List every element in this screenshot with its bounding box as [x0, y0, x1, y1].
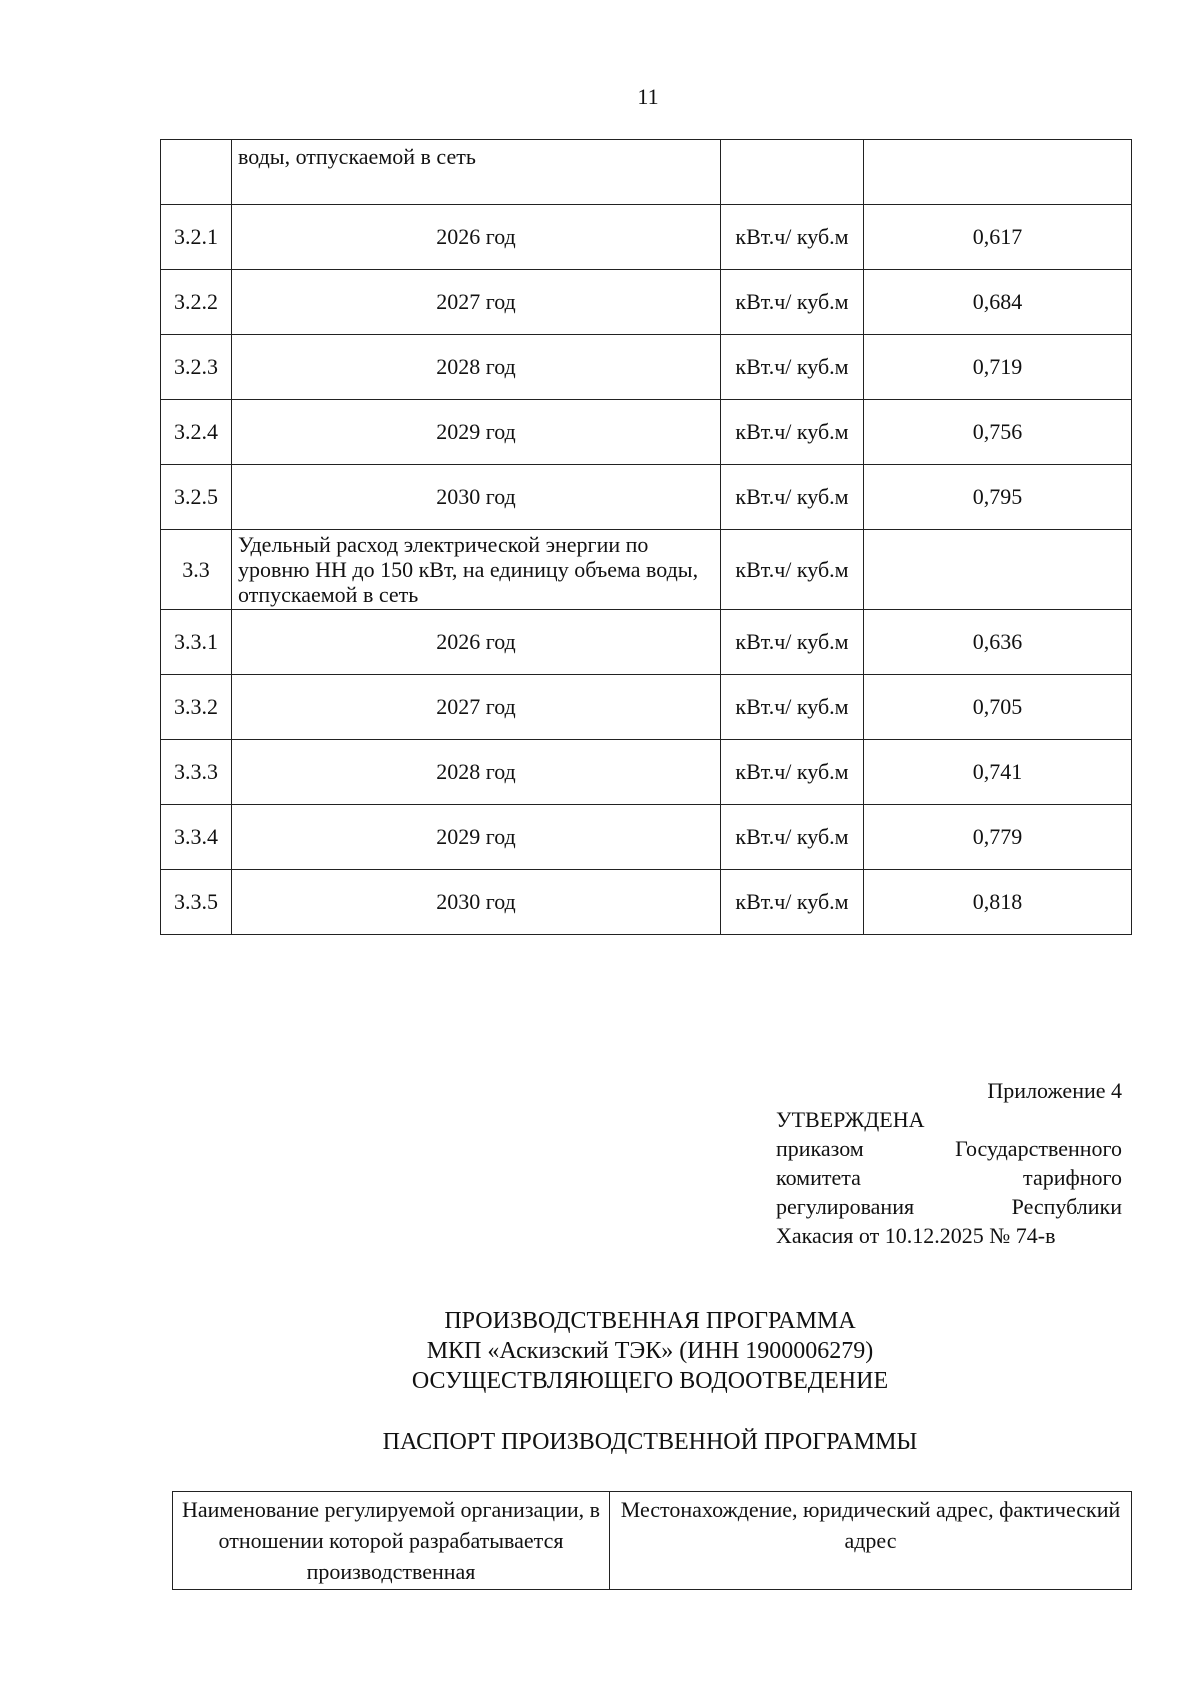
table-row: [161, 140, 1132, 205]
row-number: 3.3: [161, 530, 232, 610]
row-unit: кВт.ч/ куб.м: [721, 205, 864, 270]
appendix-label: Приложение 4: [987, 1078, 1122, 1103]
row-text: 2028 год: [232, 740, 721, 805]
row-text: 2026 год: [232, 610, 721, 675]
row-text: воды, отпускаемой в сеть: [232, 140, 721, 205]
row-unit: кВт.ч/ куб.м: [721, 465, 864, 530]
row-value: 0,756: [864, 400, 1132, 465]
row-number: 3.3.2: [161, 675, 232, 740]
table-row: [161, 400, 1132, 465]
row-unit: кВт.ч/ куб.м: [721, 610, 864, 675]
table-row: [161, 465, 1132, 530]
row-value: 0,617: [864, 205, 1132, 270]
table-row: [161, 270, 1132, 335]
row-value: 0,719: [864, 335, 1132, 400]
table-row: [173, 1492, 1132, 1590]
table-row: [161, 740, 1132, 805]
row-number: 3.3.5: [161, 870, 232, 935]
row-text: 2030 год: [232, 465, 721, 530]
row-number: 3.3.3: [161, 740, 232, 805]
page-number: 11: [637, 84, 659, 109]
title-line: ПРОИЗВОДСТВЕННАЯ ПРОГРАММА: [444, 1308, 856, 1334]
row-value: 0,741: [864, 740, 1132, 805]
row-unit: кВт.ч/ куб.м: [721, 530, 864, 610]
row-text: 2026 год: [232, 205, 721, 270]
row-text: 2030 год: [232, 870, 721, 935]
table-row: [161, 870, 1132, 935]
appendix-line: Хакасия от 10.12.2025 № 74-в: [776, 1223, 1056, 1248]
row-value: [864, 140, 1132, 205]
row-number: 3.2.3: [161, 335, 232, 400]
approved-label: УТВЕРЖДЕНА: [776, 1107, 925, 1132]
appendix-block: [776, 1076, 1122, 1250]
row-text: 2029 год: [232, 400, 721, 465]
row-text: 2029 год: [232, 805, 721, 870]
row-text: 2027 год: [232, 675, 721, 740]
passport-col-address: Местонахождение, юридический адрес, фактический адрес: [610, 1492, 1132, 1590]
program-title: [300, 1306, 1000, 1396]
indicators-table: [160, 139, 1132, 935]
title-line: ОСУЩЕСТВЛЯЮЩЕГО ВОДООТВЕДЕНИЕ: [411, 1368, 889, 1394]
row-unit: кВт.ч/ куб.м: [721, 870, 864, 935]
row-unit: [721, 140, 864, 205]
row-value: 0,818: [864, 870, 1132, 935]
row-number: 3.2.2: [161, 270, 232, 335]
row-text: 2027 год: [232, 270, 721, 335]
row-unit: кВт.ч/ куб.м: [721, 675, 864, 740]
row-number: 3.2.4: [161, 400, 232, 465]
table-row: [161, 610, 1132, 675]
appendix-line: приказом Государственного: [776, 1136, 1122, 1161]
row-number: 3.2.5: [161, 465, 232, 530]
row-text: 2028 год: [232, 335, 721, 400]
row-value: 0,684: [864, 270, 1132, 335]
row-value: 0,636: [864, 610, 1132, 675]
table-row: [161, 805, 1132, 870]
row-unit: кВт.ч/ куб.м: [721, 335, 864, 400]
row-value: 0,795: [864, 465, 1132, 530]
row-value: 0,779: [864, 805, 1132, 870]
row-unit: кВт.ч/ куб.м: [721, 805, 864, 870]
row-number: [161, 140, 232, 205]
row-number: 3.2.1: [161, 205, 232, 270]
table-row: [161, 335, 1132, 400]
table-row: [161, 205, 1132, 270]
row-number: 3.3.4: [161, 805, 232, 870]
table-row: [161, 675, 1132, 740]
passport-table: [172, 1491, 1132, 1590]
appendix-line: комитета тарифного: [776, 1165, 1122, 1190]
row-value: 0,705: [864, 675, 1132, 740]
row-value: [864, 530, 1132, 610]
appendix-line: регулирования Республики: [776, 1194, 1122, 1219]
row-number: 3.3.1: [161, 610, 232, 675]
title-line: МКП «Аскизский ТЭК» (ИНН 1900006279): [426, 1338, 874, 1364]
passport-col-organization: Наименование регулируемой организации, в отношении которой разрабатывается производственная: [173, 1492, 610, 1590]
row-text: Удельный расход электрической энергии по уровню НН до 150 кВт, на единицу объема воды, отпускаемой в сеть: [232, 530, 721, 610]
passport-title: ПАСПОРТ ПРОИЗВОДСТВЕННОЙ ПРОГРАММЫ: [382, 1429, 918, 1455]
row-unit: кВт.ч/ куб.м: [721, 270, 864, 335]
row-unit: кВт.ч/ куб.м: [721, 400, 864, 465]
row-unit: кВт.ч/ куб.м: [721, 740, 864, 805]
table-row-section: [161, 530, 1132, 610]
